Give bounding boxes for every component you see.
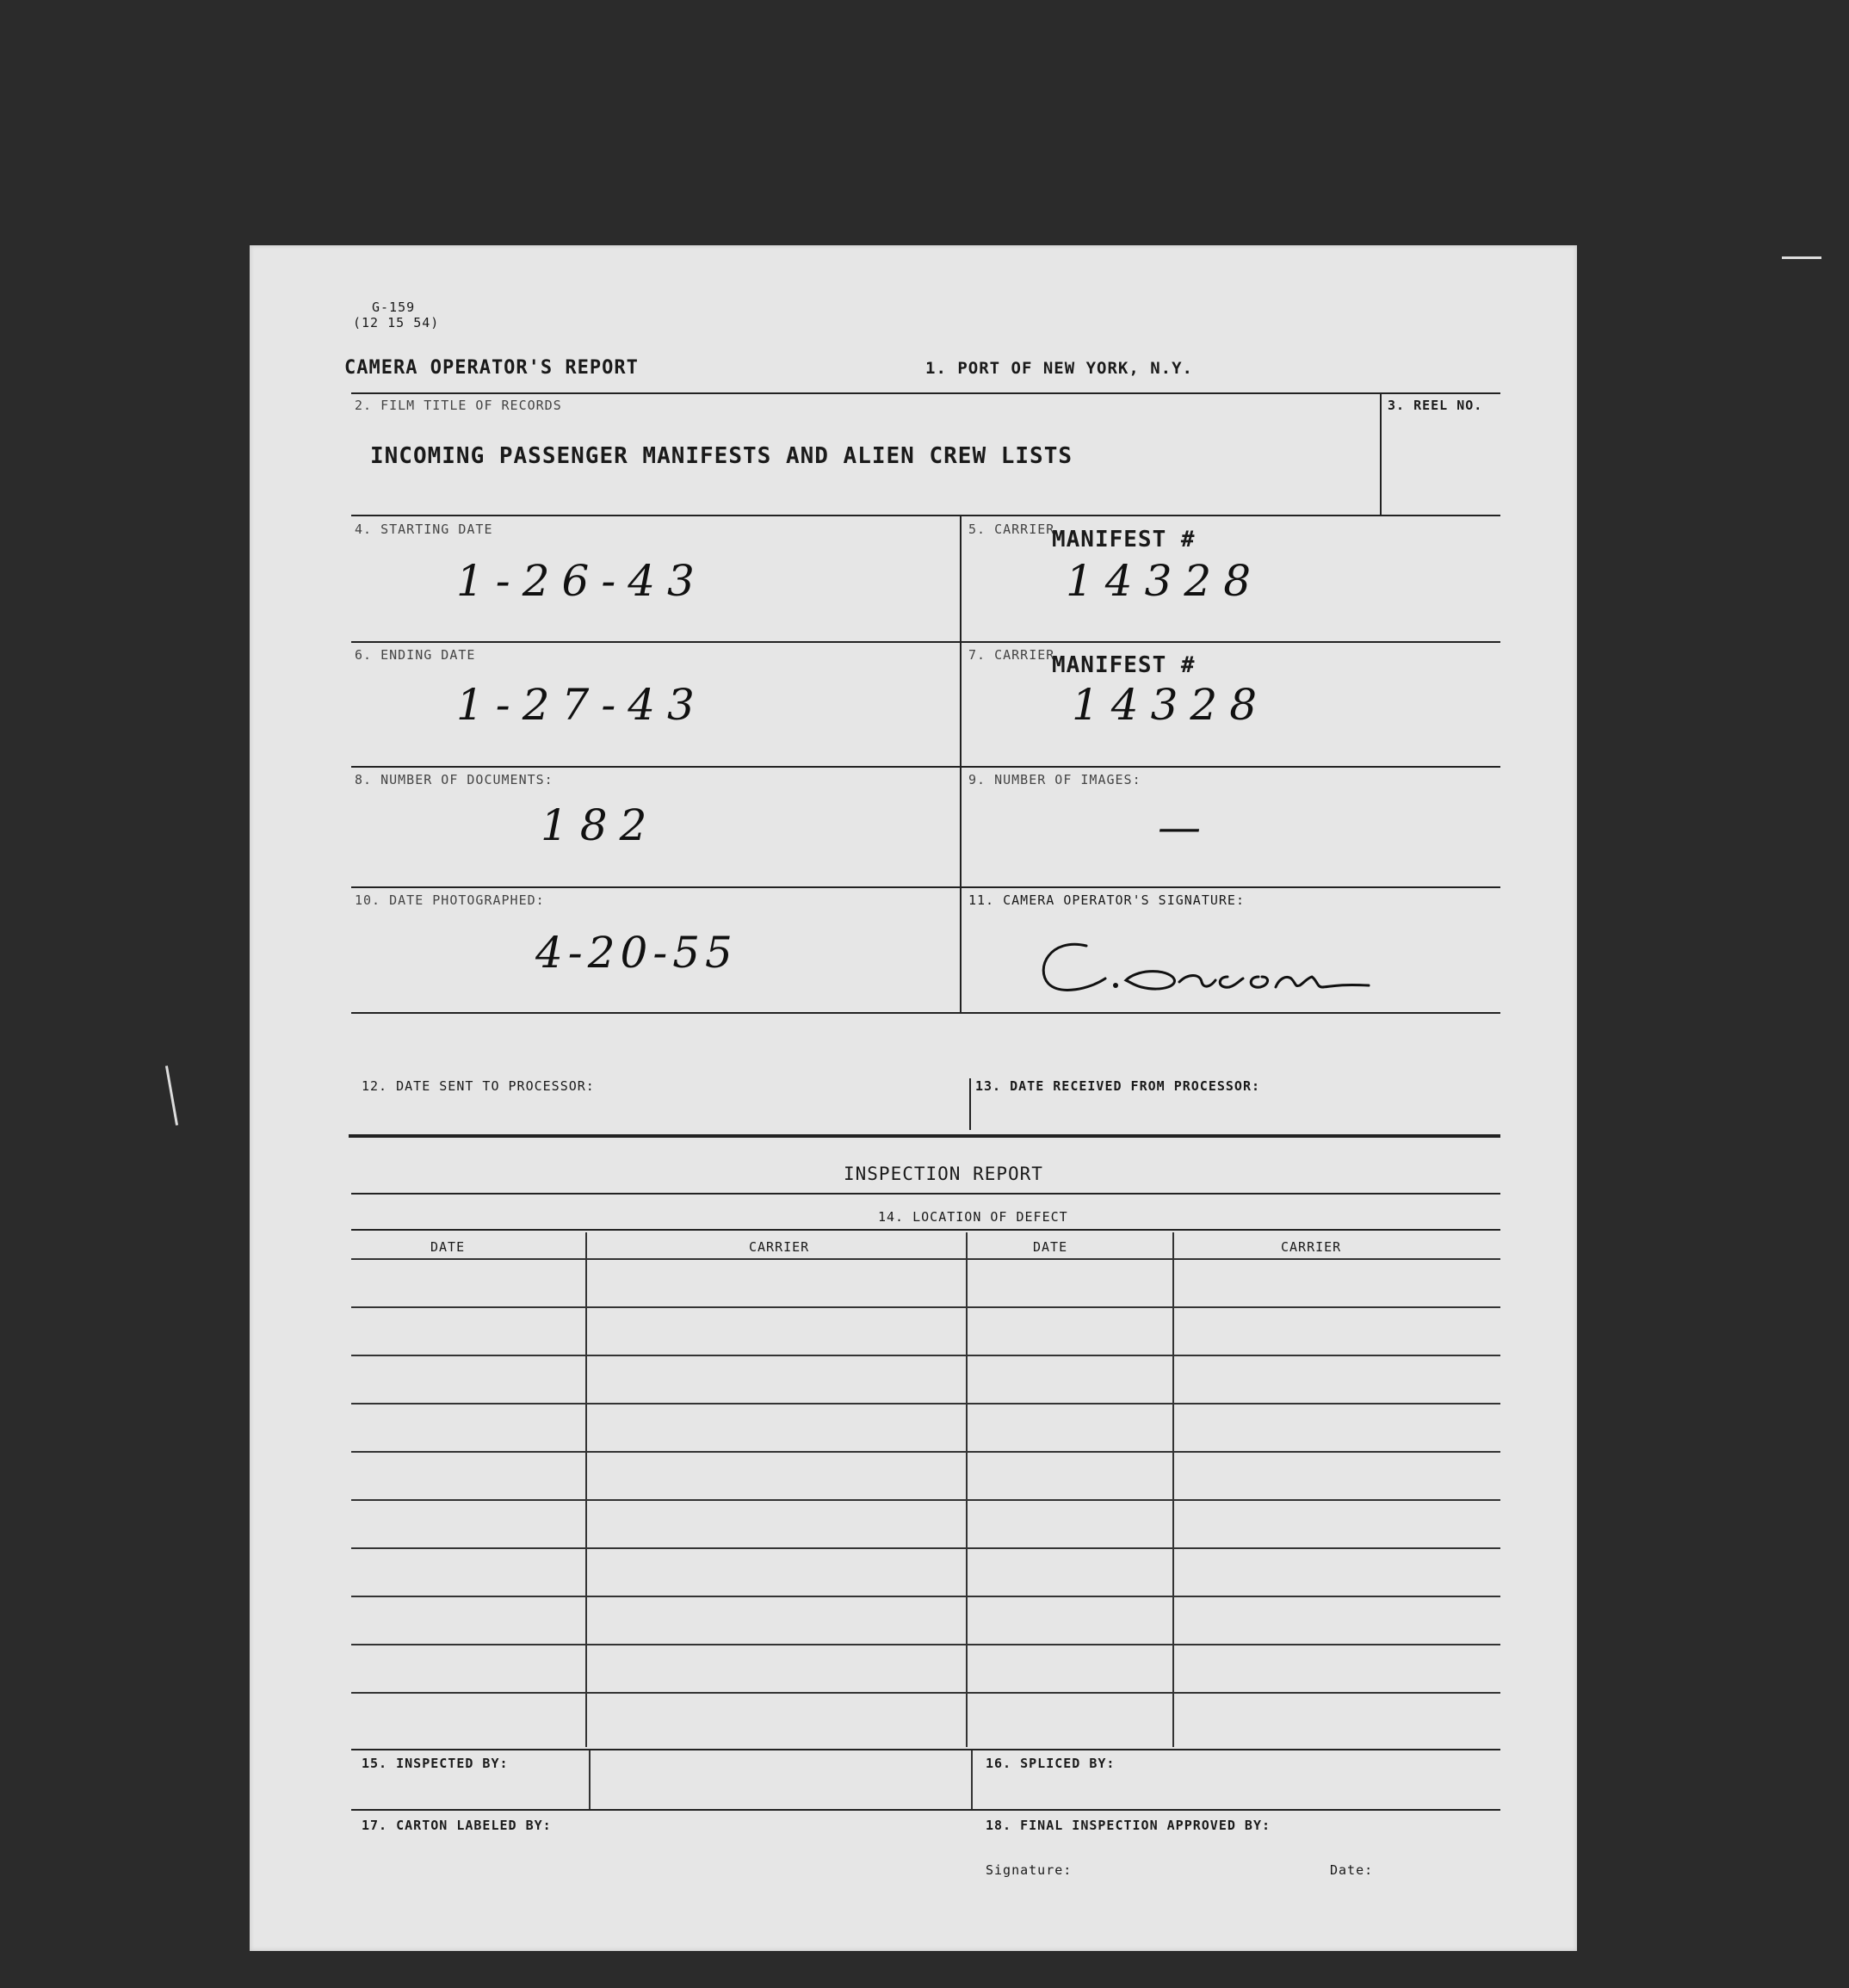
operator-signature: [1033, 934, 1377, 1003]
signature-caption: Signature:: [986, 1862, 1073, 1878]
col-carrier-1: CARRIER: [749, 1239, 810, 1255]
ending-date-value: 1-27-43: [456, 680, 707, 730]
spliced-by-label: 16. SPLICED BY:: [986, 1756, 1116, 1771]
ending-date-label: 6. ENDING DATE: [355, 647, 476, 663]
reel-label: 3. REEL NO.: [1388, 398, 1483, 413]
inspected-by-label: 15. INSPECTED BY:: [362, 1756, 509, 1771]
inspection-title: INSPECTION REPORT: [844, 1164, 1043, 1184]
table-col-divider-2: [966, 1232, 968, 1747]
table-row: [351, 1596, 1500, 1597]
table-row: [351, 1644, 1500, 1645]
table-col-divider-3: [1172, 1232, 1174, 1747]
table-row: [351, 1306, 1500, 1308]
date-received-label: 13. DATE RECEIVED FROM PROCESSOR:: [975, 1078, 1261, 1094]
port-label: 1. PORT OF NEW YORK, N.Y.: [925, 359, 1193, 378]
table-row: [351, 1451, 1500, 1453]
col-date-2: DATE: [1033, 1239, 1068, 1255]
starting-date-label: 4. STARTING DATE: [355, 522, 493, 537]
table-row: [351, 1547, 1500, 1549]
table-row: [351, 1403, 1500, 1405]
sent-received-divider: [969, 1078, 971, 1130]
table-row: [351, 1692, 1500, 1694]
col-carrier-2: CARRIER: [1281, 1239, 1342, 1255]
rule-top: [351, 392, 1500, 394]
records-title-value: INCOMING PASSENGER MANIFESTS AND ALIEN CREW LISTS: [370, 443, 1073, 469]
rule-location: [351, 1229, 1500, 1231]
starting-date-value: 1-26-43: [456, 556, 707, 606]
table-bottom-rule: [351, 1749, 1500, 1750]
form-sheet: [250, 245, 1577, 1951]
date-sent-label: 12. DATE SENT TO PROCESSOR:: [362, 1078, 595, 1094]
carrier7-value: 14328: [1072, 680, 1270, 730]
edge-mark: [1782, 256, 1821, 259]
table-row: [351, 1355, 1500, 1356]
rule-inspection-top: [349, 1134, 1500, 1138]
date-caption: Date:: [1330, 1862, 1374, 1878]
form-revision: (12 15 54): [353, 315, 440, 330]
table-col-divider-1: [585, 1232, 587, 1747]
signature-label: 11. CAMERA OPERATOR'S SIGNATURE:: [968, 892, 1245, 908]
carrier7-label: 7. CARRIER: [968, 647, 1055, 663]
edge-mark: [165, 1065, 178, 1125]
num-images-value: —: [1158, 802, 1213, 852]
num-documents-value: 182: [541, 800, 659, 850]
form-number: G-159: [372, 299, 416, 315]
carrier5-value: 14328: [1066, 556, 1264, 606]
rule-row2: [351, 515, 1500, 516]
rule-row3: [351, 641, 1500, 643]
col-date-1: DATE: [430, 1239, 466, 1255]
reel-divider: [1380, 392, 1382, 515]
records-title-label: 2. FILM TITLE OF RECORDS: [355, 398, 562, 413]
table-row: [351, 1499, 1500, 1501]
rule-inspected: [351, 1809, 1500, 1811]
location-label: 14. LOCATION OF DEFECT: [878, 1209, 1068, 1225]
spliced-divider: [971, 1750, 973, 1809]
rule-row4: [351, 766, 1500, 768]
rule-row5: [351, 886, 1500, 888]
date-photographed-label: 10. DATE PHOTOGRAPHED:: [355, 892, 545, 908]
rule-row6: [351, 1012, 1500, 1014]
num-documents-label: 8. NUMBER OF DOCUMENTS:: [355, 772, 553, 787]
date-photographed-value: 4-20-55: [535, 928, 738, 978]
num-images-label: 9. NUMBER OF IMAGES:: [968, 772, 1141, 787]
form-title: CAMERA OPERATOR'S REPORT: [344, 357, 639, 379]
center-divider: [960, 515, 962, 1012]
final-approved-label: 18. FINAL INSPECTION APPROVED BY:: [986, 1818, 1271, 1833]
carrier7-typed: MANIFEST #: [1052, 652, 1196, 678]
inspected-divider: [589, 1750, 591, 1809]
table-header-rule: [351, 1258, 1500, 1260]
carrier5-label: 5. CARRIER: [968, 522, 1055, 537]
carrier5-typed: MANIFEST #: [1052, 527, 1196, 553]
carton-labeled-label: 17. CARTON LABELED BY:: [362, 1818, 552, 1833]
rule-inspection-title: [351, 1193, 1500, 1195]
